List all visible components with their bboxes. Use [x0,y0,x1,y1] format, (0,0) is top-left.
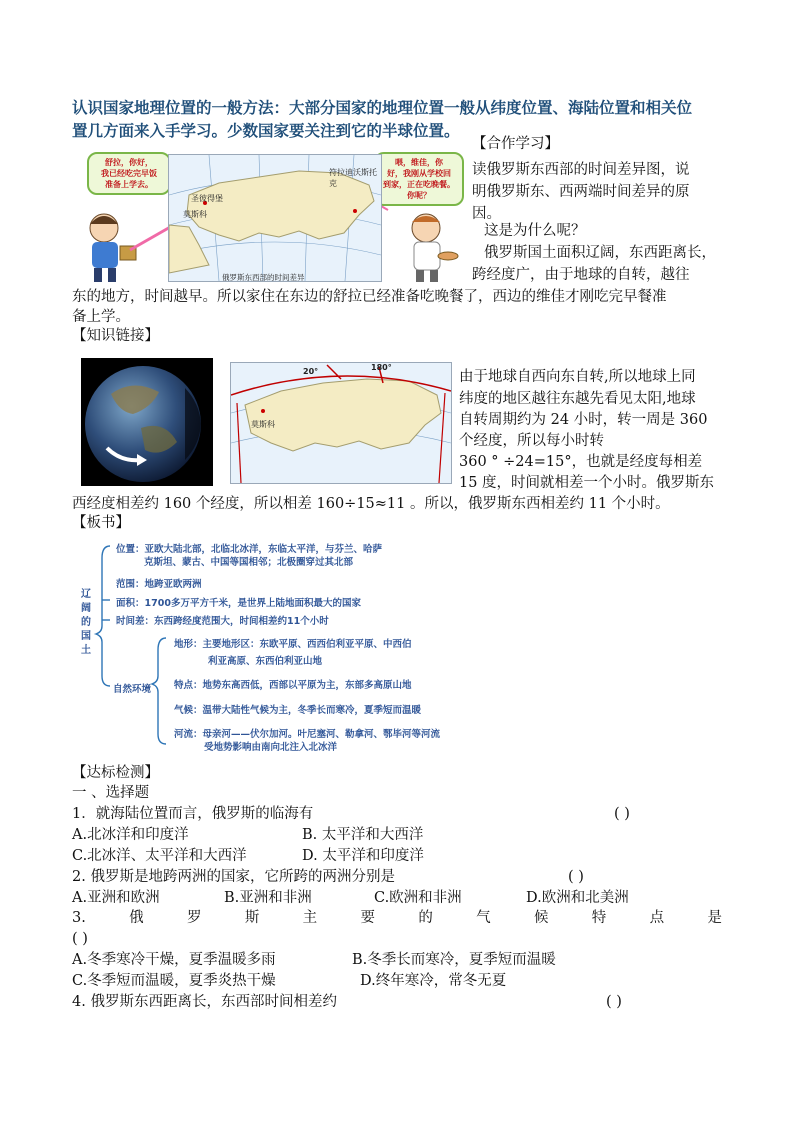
board-area-range: 范围：地跨亚欧两洲 [116,579,202,590]
coop-line: 备上学。 [72,309,130,325]
board-climate: 气候：温带大陆性气候为主，冬季长而寒冷，夏季短而温暖 [174,705,422,716]
earth-globe [81,358,213,486]
earth-rotation-image [81,358,213,486]
link-line: 由于地球自西向东自转,所以地球上同 [459,369,696,385]
q1-option-a: A.北冰洋和印度洋 [72,827,189,843]
board-braces [86,540,186,760]
q3-option-b: B.冬季长而寒冷，夏季短而温暖 [352,952,556,968]
q1-option-d: D. 太平洋和印度洋 [302,848,424,864]
board-terrain-line: 地形：主要地形区：东欧平原、西西伯利亚平原、中西伯 [174,639,412,650]
q3-option-d: D.终年寒冷，常冬无夏 [360,973,507,989]
time-difference-illustration [72,150,464,286]
vertical-char: 阔 [81,603,91,614]
q3-char: 斯 [244,910,260,926]
russia-time-map [168,154,382,282]
question-4: 4. 俄罗斯东西距离长，东西部时间相差约 [72,994,337,1010]
bubble-right-line: 喂，维佳，你 [395,158,443,167]
q3-char: 是 [707,910,722,926]
q3-option-c: C.冬季短而温暖，夏季炎热干燥 [72,973,276,989]
vertical-char: 的 [81,617,91,628]
bubble-left-line: 舒拉，你好， [105,158,153,167]
q2-option-b: B.亚洲和非洲 [224,890,312,906]
board-terrain [174,638,412,668]
map-label-moscow: 莫斯科 [183,210,207,219]
q2-option-a: A.亚洲和欧洲 [72,890,160,906]
coop-line: 俄罗斯国土面积辽阔，东西距离长， [484,245,716,261]
q3-char: 要 [360,910,375,926]
q3-char: 罗 [187,910,202,926]
q3-char: 俄 [129,910,144,926]
coop-line: 明俄罗斯东、西两端时间差异的原 [472,184,690,200]
q1-option-c: C.北冰洋、太平洋和大西洋 [72,848,247,864]
board-rivers-line: 河流：母亲河——伏尔加河。叶尼塞河、勒拿河、鄂毕河等河流 [174,729,441,740]
board-area-size: 面积：1700多万平方千米，是世界上陆地面积最大的国家 [116,598,361,609]
link-line: 西经度相差约 160 个经度，所以相差 160÷15≈11 。所以，俄罗斯东西相差约 11 个小时。 [72,496,670,512]
coop-heading: 【合作学习】 [472,136,559,152]
question-4-paren: ( ) [606,994,622,1010]
board-feature: 特点：地势东高西低，西部以平原为主，东部多高原山地 [174,680,412,691]
q3-char: 候 [533,910,549,926]
link-line: 360 ° ÷24=15°，也就是经度每相差 [459,454,703,470]
link-line: 自转周期约为 24 小时，转一周是 360 [459,412,708,428]
map-label-east-city: 符拉迪沃斯托克 [329,168,377,188]
vertical-char: 土 [81,645,91,656]
q2-option-c: C.欧洲和非洲 [374,890,462,906]
question-2: 2. 俄罗斯是地跨两洲的国家，它所跨的两洲分别是 [72,869,395,885]
q3-char: 气 [476,910,491,926]
coop-line: 东的地方，时间越早。所以家住在东边的舒拉已经准备吃晚餐了，西边的维佳才刚吃完早餐准 [72,289,667,305]
q3-option-a: A.冬季寒冷干燥，夏季温暖多雨 [72,952,276,968]
board-position [116,543,382,569]
question-3-paren: ( ) [72,931,88,947]
q3-char: 3. [72,910,86,926]
test-heading: 【达标检测】 [72,765,159,781]
board-heading: 【板书】 [72,515,130,531]
bubble-right-line: 到家，正在吃晚餐。 [383,180,455,189]
vertical-char: 辽 [81,589,91,600]
lead-line-2: 置几方面来入手学习。少数国家要关注到它的半球位置。 [72,122,460,140]
board-time-difference: 时间差：东西跨经度范围大，时间相差约11个小时 [116,616,329,627]
coop-line: 跨经度广，由于地球的自转，越往 [472,267,690,283]
board-terrain-line: 利亚高原、东西伯利亚山地 [208,656,323,667]
link-line: 个经度，所以每小时转 [459,433,604,449]
longitude-map-moscow: 莫斯科 [251,420,275,429]
board-vertical-title [80,588,92,658]
question-1-paren: ( ) [614,806,630,822]
board-rivers-line: 受地势影响由南向北注入北冰洋 [204,742,338,753]
coop-line: 这是为什么呢？ [484,223,586,239]
longitude-tick-east: 180° [371,363,392,372]
test-section-title: 一 、选择题 [72,785,150,801]
link-line: 15 度，时间就相差一个小时。俄罗斯东 [459,475,715,491]
map-caption: 俄罗斯东西部的时间差异 [222,273,305,282]
link-line: 纬度的地区越往东越先看见太阳,地球 [459,391,696,407]
q3-char: 主 [302,910,318,926]
question-1: 1．就海陆位置而言，俄罗斯的临海有 [72,806,314,822]
question-3 [72,908,722,929]
russia-longitude-map [230,362,452,484]
lead-line-1: 认识国家地理位置的一般方法：大部分国家的地理位置一般从纬度位置、海陆位置和相关位 [72,99,693,117]
map-label-west-city: 圣彼得堡 [191,194,223,203]
q2-option-d: D.欧洲和北美洲 [526,890,629,906]
bubble-left-line: 我已经吃完早饭 [101,169,157,178]
question-2-paren: ( ) [568,869,584,885]
q3-char: 点 [649,910,665,926]
bubble-right-line: 你呢？ [407,191,431,200]
vertical-char: 国 [81,631,91,642]
q1-option-b: B. 太平洋和大西洋 [302,827,424,843]
bubble-right-line: 好，我刚从学校回 [387,169,451,178]
q3-char: 的 [418,910,433,926]
bubble-left-line: 准备上学去。 [105,180,153,189]
longitude-tick-west: 20° [303,367,319,376]
lead-paragraph [72,97,732,143]
board-rivers [174,728,440,754]
coop-line: 因。 [472,206,501,222]
coop-line: 读俄罗斯东西部的时间差异图，说 [472,162,690,178]
board-position-line: 克斯坦、蒙古、中国等国相邻；北极圈穿过其北部 [144,557,354,568]
board-position-line: 位置：亚欧大陆北部，北临北冰洋，东临太平洋，与芬兰、哈萨 [116,544,383,555]
q3-char: 特 [591,910,607,926]
link-heading: 【知识链接】 [72,328,159,344]
board-nature-label: 自然环境 [113,684,152,695]
